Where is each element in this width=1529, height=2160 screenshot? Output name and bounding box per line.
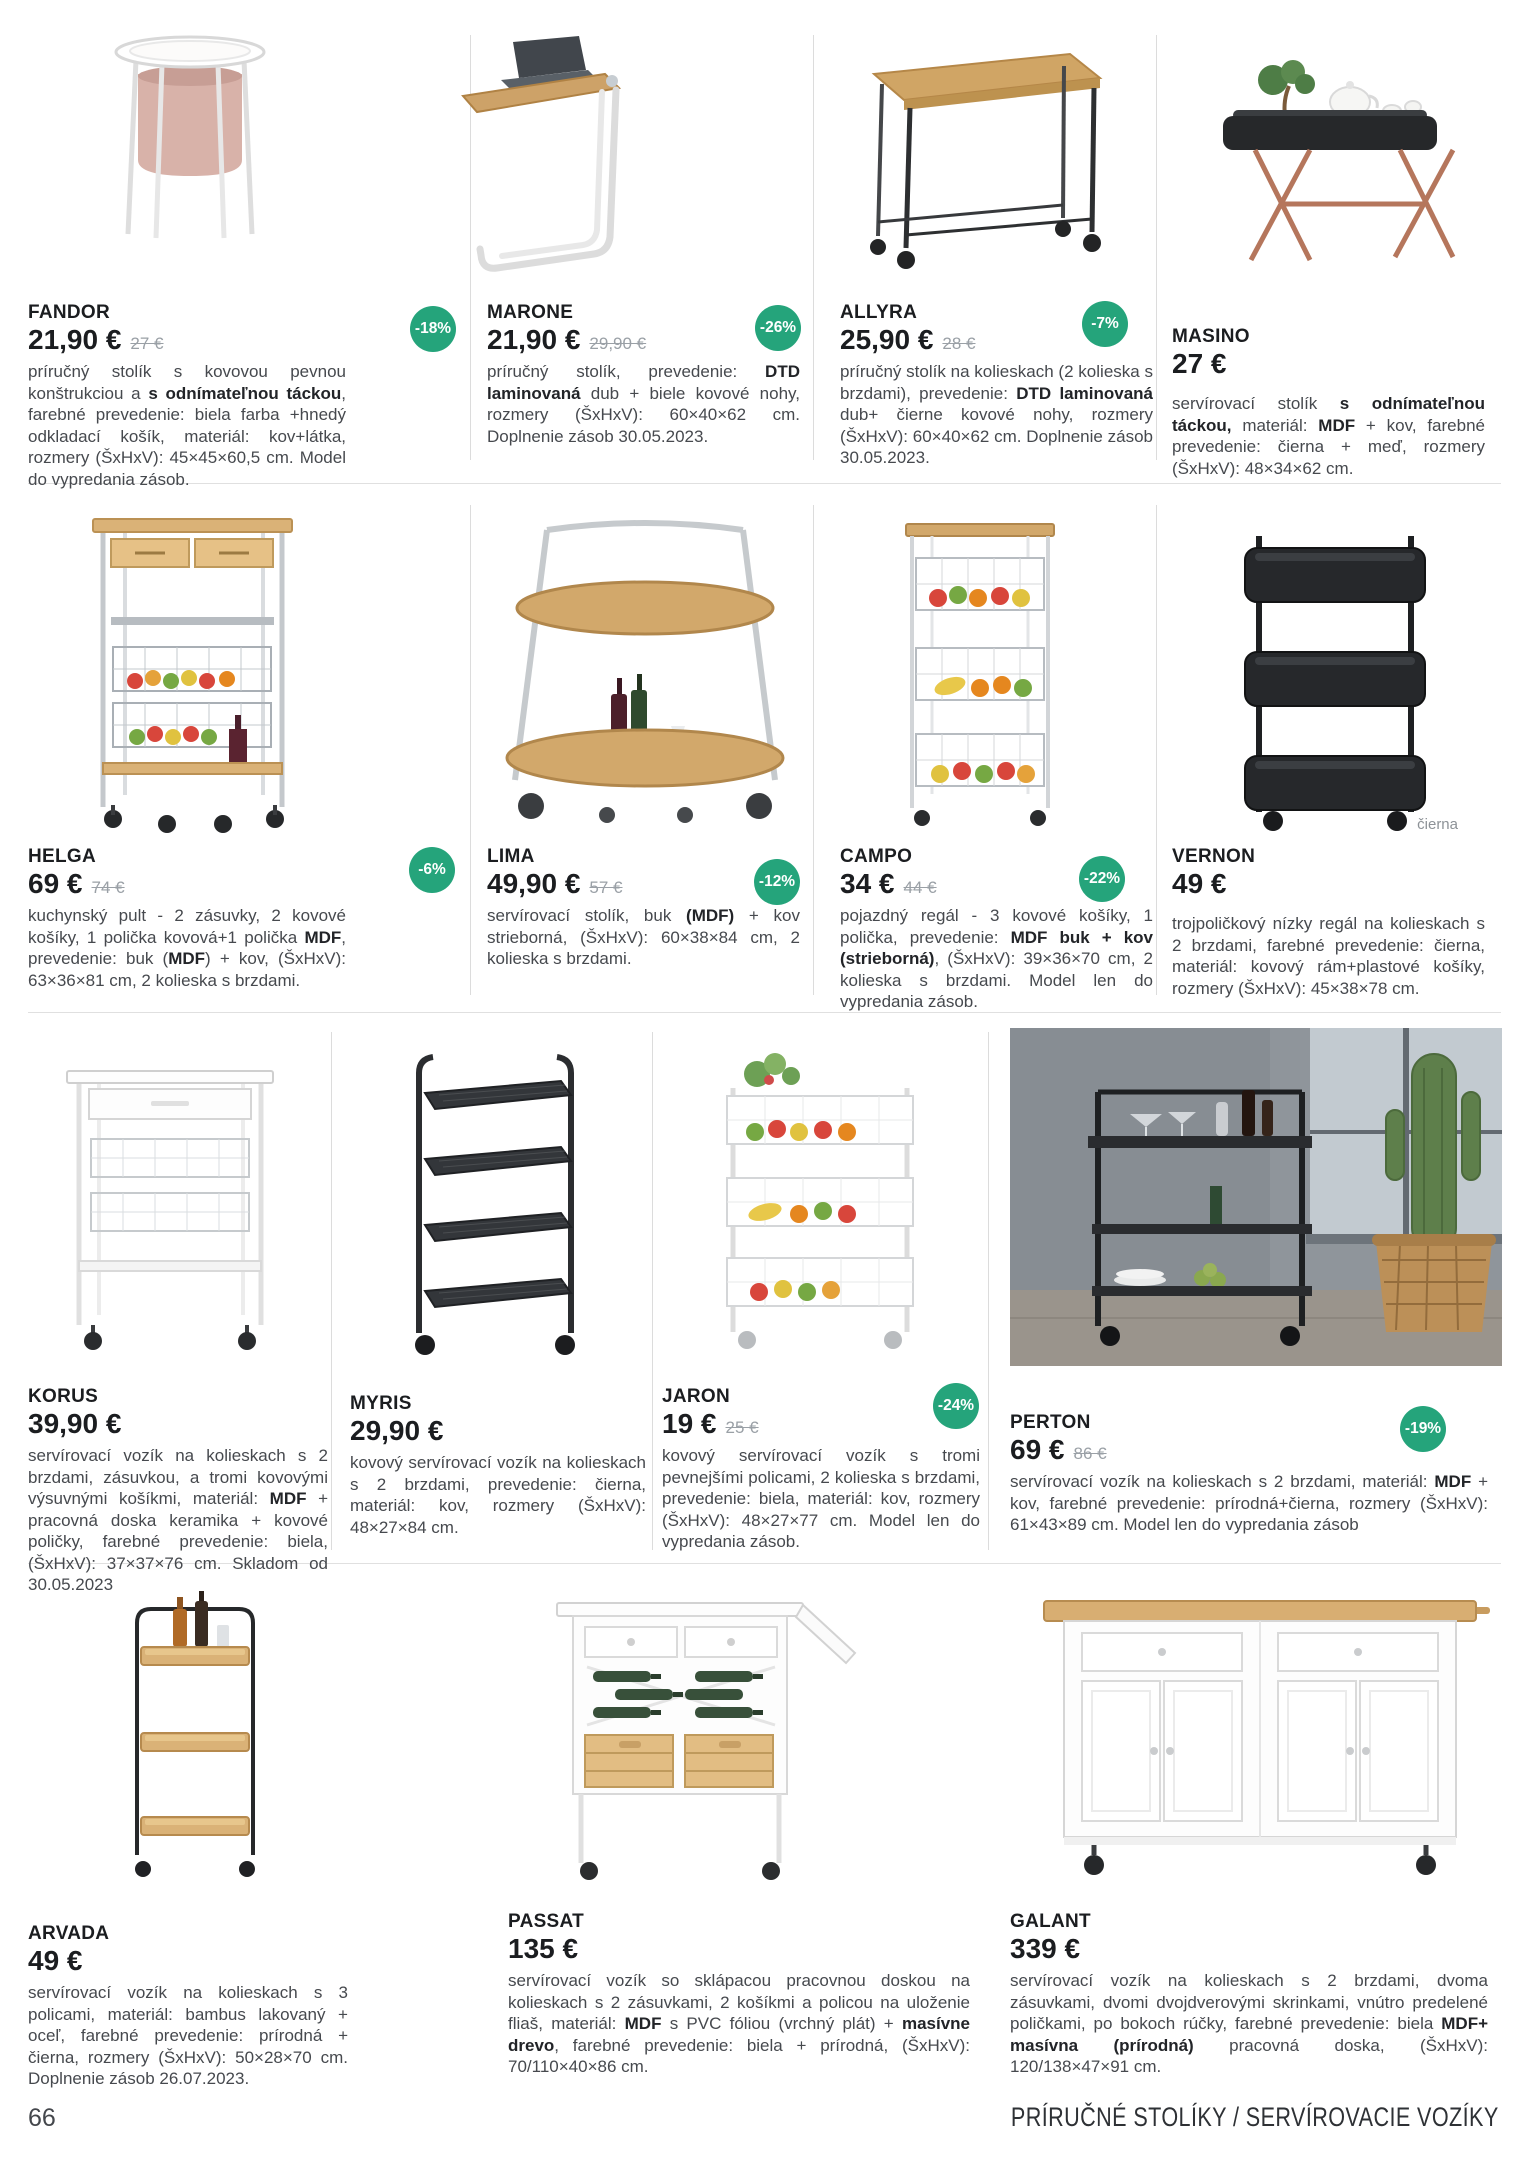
page-number: 66: [28, 2104, 56, 2132]
discount-badge: -7%: [1082, 301, 1128, 347]
product-name: CAMPO: [840, 846, 913, 867]
product-price: 135 €: [508, 1933, 579, 1964]
product-card-marone: [487, 302, 800, 447]
product-old-price: 28 €: [942, 334, 976, 353]
discount-badge: -24%: [933, 1383, 979, 1429]
product-price: 39,90 €: [28, 1408, 122, 1439]
product-image-galant: [1030, 1575, 1490, 1880]
product-name: PASSAT: [508, 1911, 585, 1932]
product-image-vernon: [1225, 512, 1445, 832]
product-description: kovový servírovací vozík na kolieskach s 2 brzdami, prevedenie: čierna, materiál: kov, rozmery (ŠxHxV): 48×27×84 cm.: [350, 1453, 646, 1537]
product-name: GALANT: [1010, 1911, 1091, 1932]
product-description: servírovací vozík na kolieskach s 2 brzdami, zásuvkou, a tromi kovovými výsuvnými košíkmi, materiál: MDF + pracovná doska keramika + kovové poličky, farebné prevedenie: biela, (ŠxHxV): 37×37×76 cm. Skladom od 30.05.2023: [28, 1446, 329, 1594]
product-description: trojpoličkový nízky regál na kolieskach s 2 brzdami, farebné prevedenie: čierna, materiál: kovový rám+plastové košíky, rozmery (ŠxHxV): 45×38×78 cm.: [1172, 914, 1485, 998]
product-price: 49 €: [28, 1945, 83, 1976]
product-old-price: 57 €: [589, 878, 623, 897]
product-description: príručný stolík na kolieskach (2 kolieska s brzdami), prevedenie: DTD laminovaná dub+ čierne kovové nohy, rozmery (ŠxHxV): 60×40×62 cm. Doplnenie zásob 30.05.2023.: [840, 362, 1153, 467]
product-description: servírovací vozík na kolieskach s 3 policami, materiál: bambus lakovaný + oceľ, farebné prevedenie: prírodná + čierna, rozmery (ŠxHxV): 50×28×70 cm. Doplnenie zásob 26.07.2023.: [28, 1983, 348, 2088]
product-old-price: 86 €: [1073, 1444, 1107, 1463]
product-old-price: 74 €: [91, 878, 125, 897]
product-price: 19 €: [662, 1408, 717, 1439]
row-divider: [28, 1012, 1501, 1013]
product-image-passat: [545, 1575, 875, 1885]
product-image-perton: [1010, 1028, 1502, 1366]
product-card-galant: [1010, 1911, 1488, 2078]
product-image-fandor: [110, 32, 270, 247]
product-name: MYRIS: [350, 1393, 412, 1414]
product-price: 49,90 €: [487, 868, 581, 899]
product-name: VERNON: [1172, 846, 1256, 867]
product-description: servírovací vozík so sklápacou pracovnou doskou na kolieskach s 2 zásuvkami, 2 košíkmi a policou na uloženie fliaš, materiál: MDF s PVC fóliou (vrchný plát) + masívne drevo, farebné prevedenie: biela + prírodná, (ŠxHxV): 70/110×40×86 cm.: [508, 1971, 970, 2076]
product-name: MARONE: [487, 302, 574, 323]
product-description: servírovací stolík s odnímateľnou táckou, materiál: MDF + kov, farebné prevedenie: čierna + meď, rozmery (ŠxHxV): 48×34×62 cm.: [1172, 394, 1485, 478]
column-divider: [652, 1032, 653, 1550]
product-card-lima: [487, 846, 800, 970]
discount-badge: -22%: [1079, 856, 1125, 902]
product-card-fandor: [28, 302, 346, 490]
column-divider: [331, 1032, 332, 1550]
column-divider: [1156, 35, 1157, 460]
product-description: servírovací vozík na kolieskach s 2 brzdami, materiál: MDF + kov, farebné prevedenie: prírodná+čierna, rozmery (ŠxHxV): 61×43×89 cm. Model len do vypredania zásob: [1010, 1472, 1488, 1534]
column-divider: [470, 505, 471, 995]
product-old-price: 44 €: [903, 878, 937, 897]
product-old-price: 27 €: [130, 334, 164, 353]
product-card-masino: [1172, 326, 1485, 479]
footer-section-title: PRÍRUČNÉ STOLÍKY / SERVÍROVACIE VOZÍKY: [1011, 2102, 1499, 2132]
product-name: HELGA: [28, 846, 96, 867]
product-card-vernon: [1172, 846, 1485, 999]
product-card-myris: [350, 1393, 646, 1538]
product-name: MASINO: [1172, 326, 1250, 347]
product-old-price: 29,90 €: [589, 334, 647, 353]
discount-badge: -18%: [410, 306, 456, 352]
product-name: ARVADA: [28, 1923, 110, 1944]
product-old-price: 25 €: [725, 1418, 759, 1437]
product-description: pojazdný regál - 3 kovové košíky, 1 polička, prevedenie: MDF buk + kov (strieborná), (ŠxHxV): 39×36×70 cm, 2 kolieska s brzdami. Model len do vypredania zásob.: [840, 906, 1154, 1011]
product-description: kuchynský pult - 2 zásuvky, 2 kovové košíky, 1 polička kovová+1 polička MDF, prevedenie: buk (MDF) + kov, (ŠxHxV): 63×36×81 cm, 2 kolieska s brzdami.: [28, 906, 346, 990]
product-image-lima: [495, 512, 795, 832]
product-price: 21,90 €: [28, 324, 122, 355]
product-card-passat: [508, 1911, 970, 2078]
product-description: kovový servírovací vozík s tromi pevnejšími policami, 2 kolieska s brzdami, prevedenie: biela, materiál: kov, rozmery (ŠxHxV): 48×27×77 cm. Model len do vypredania zásob.: [662, 1446, 980, 1551]
product-price: 25,90 €: [840, 324, 934, 355]
product-price: 69 €: [1010, 1434, 1065, 1465]
column-divider: [1156, 505, 1157, 995]
product-image-campo: [880, 512, 1080, 832]
column-divider: [813, 35, 814, 460]
product-card-korus: [28, 1386, 328, 1596]
variant-label: čierna: [1417, 816, 1458, 833]
product-image-masino: [1185, 52, 1475, 277]
product-description: servírovací stolík, buk (MDF) + kov strieborná, (ŠxHxV): 60×38×84 cm, 2 kolieska s brzdami.: [487, 906, 800, 968]
product-image-korus: [55, 1055, 285, 1355]
discount-badge: -6%: [409, 847, 455, 893]
column-divider: [988, 1032, 989, 1550]
product-card-helga: [28, 846, 346, 991]
product-image-arvada: [95, 1585, 295, 1885]
product-card-jaron: [662, 1386, 980, 1553]
product-name: KORUS: [28, 1386, 99, 1407]
discount-badge: -26%: [755, 305, 801, 351]
product-image-helga: [85, 505, 300, 835]
product-name: LIMA: [487, 846, 535, 867]
product-card-arvada: [28, 1923, 348, 2090]
product-price: 49 €: [1172, 868, 1227, 899]
product-description: príručný stolík, prevedenie: DTD laminovaná dub + biele kovové nohy, rozmery (ŠxHxV): 60×40×62 cm. Doplnenie zásob 30.05.2023.: [487, 362, 800, 446]
product-name: PERTON: [1010, 1412, 1091, 1433]
discount-badge: -12%: [754, 859, 800, 905]
product-description: príručný stolík s kovovou pevnou konštrukciou a s odnímateľnou táckou, farebné prevedenie: biela farba +hnedý odkladací košík, materiál: kov+látka, rozmery (ŠxHxV): 45×45×60,5 cm. Model do vypredania zásob.: [28, 362, 346, 489]
product-price: 339 €: [1010, 1933, 1081, 1964]
product-price: 29,90 €: [350, 1415, 444, 1446]
product-name: JARON: [662, 1386, 731, 1407]
product-image-myris: [395, 1035, 595, 1360]
product-description: servírovací vozík na kolieskach s 2 brzdami, dvoma zásuvkami, dvomi dvojdverovými skrinkami, vnútro predelené poličkami, po bokoch rúčky, farebné prevedenie: biela MDF+ masívna (prírodná) pracovná doska, (ŠxHxV): 120/138×47×91 cm.: [1010, 1971, 1488, 2076]
product-price: 27 €: [1172, 348, 1227, 379]
product-price: 69 €: [28, 868, 83, 899]
product-image-jaron: [695, 1040, 945, 1355]
column-divider: [813, 505, 814, 995]
product-image-allyra: [858, 40, 1108, 280]
discount-badge: -19%: [1400, 1406, 1446, 1452]
product-name: ALLYRA: [840, 302, 918, 323]
product-price: 34 €: [840, 868, 895, 899]
product-name: FANDOR: [28, 302, 111, 323]
product-price: 21,90 €: [487, 324, 581, 355]
product-image-marone: [455, 32, 695, 282]
